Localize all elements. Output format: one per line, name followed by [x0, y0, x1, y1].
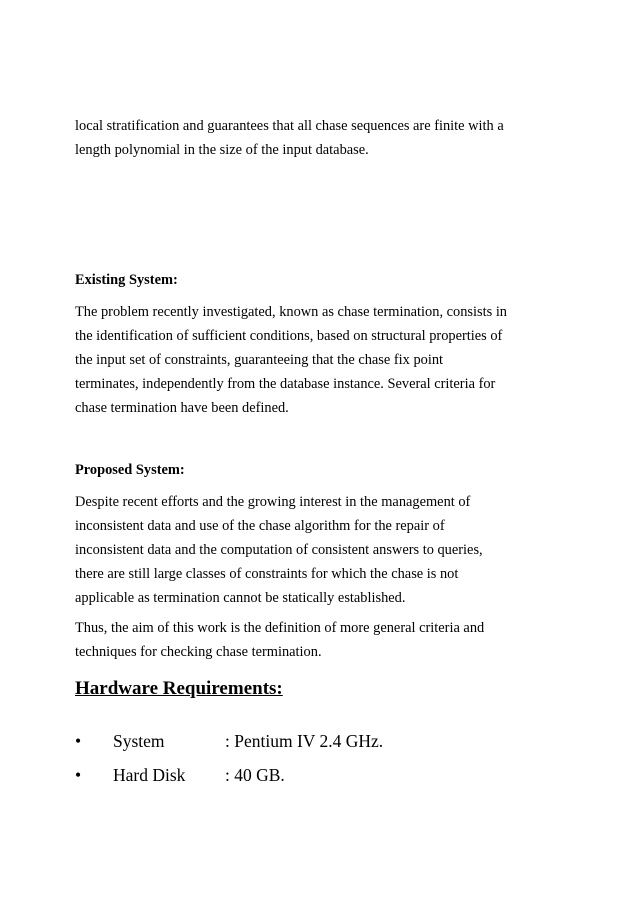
intro-line: local stratification and guarantees that all chase sequences are finite with a	[75, 118, 504, 134]
requirement-label: Hard Disk	[113, 765, 186, 785]
proposed-system-line: applicable as termination cannot be statically established.	[75, 590, 406, 606]
existing-system-line: chase termination have been defined.	[75, 400, 289, 416]
requirement-label: System	[113, 731, 165, 751]
requirement-item-system	[75, 728, 495, 754]
existing-system-line: the identification of sufficient conditions, based on structural properties of	[75, 328, 503, 344]
intro-line: length polynomial in the size of the input database.	[75, 142, 369, 158]
proposed-system-aim-paragraph	[75, 616, 565, 664]
existing-system-line: The problem recently investigated, known as chase termination, consists in	[75, 304, 508, 320]
proposed-system-line: inconsistent data and the computation of consistent answers to queries,	[75, 542, 483, 558]
bullet-icon: •	[75, 765, 82, 785]
existing-system-line: the input set of constraints, guaranteeing that the chase fix point	[75, 352, 444, 368]
bullet-icon: •	[75, 731, 82, 751]
hardware-requirements-heading: Hardware Requirements:	[75, 678, 283, 699]
existing-system-paragraph	[75, 300, 565, 420]
proposed-system-line: inconsistent data and use of the chase algorithm for the repair of	[75, 518, 445, 534]
aim-line: Thus, the aim of this work is the definition of more general criteria and	[75, 620, 485, 636]
existing-system-line: terminates, independently from the database instance. Several criteria for	[75, 376, 496, 392]
requirement-item-hard-disk	[75, 762, 495, 788]
requirement-value: : Pentium IV 2.4 GHz.	[225, 731, 384, 751]
proposed-system-heading: Proposed System:	[75, 462, 185, 478]
aim-line: techniques for checking chase termination.	[75, 644, 322, 660]
proposed-system-paragraph	[75, 490, 565, 610]
proposed-system-line: Despite recent efforts and the growing interest in the management of	[75, 494, 471, 510]
requirement-value: : 40 GB.	[225, 765, 285, 785]
existing-system-heading: Existing System:	[75, 272, 178, 288]
proposed-system-line: there are still large classes of constraints for which the chase is not	[75, 566, 459, 582]
intro-paragraph	[75, 114, 565, 162]
